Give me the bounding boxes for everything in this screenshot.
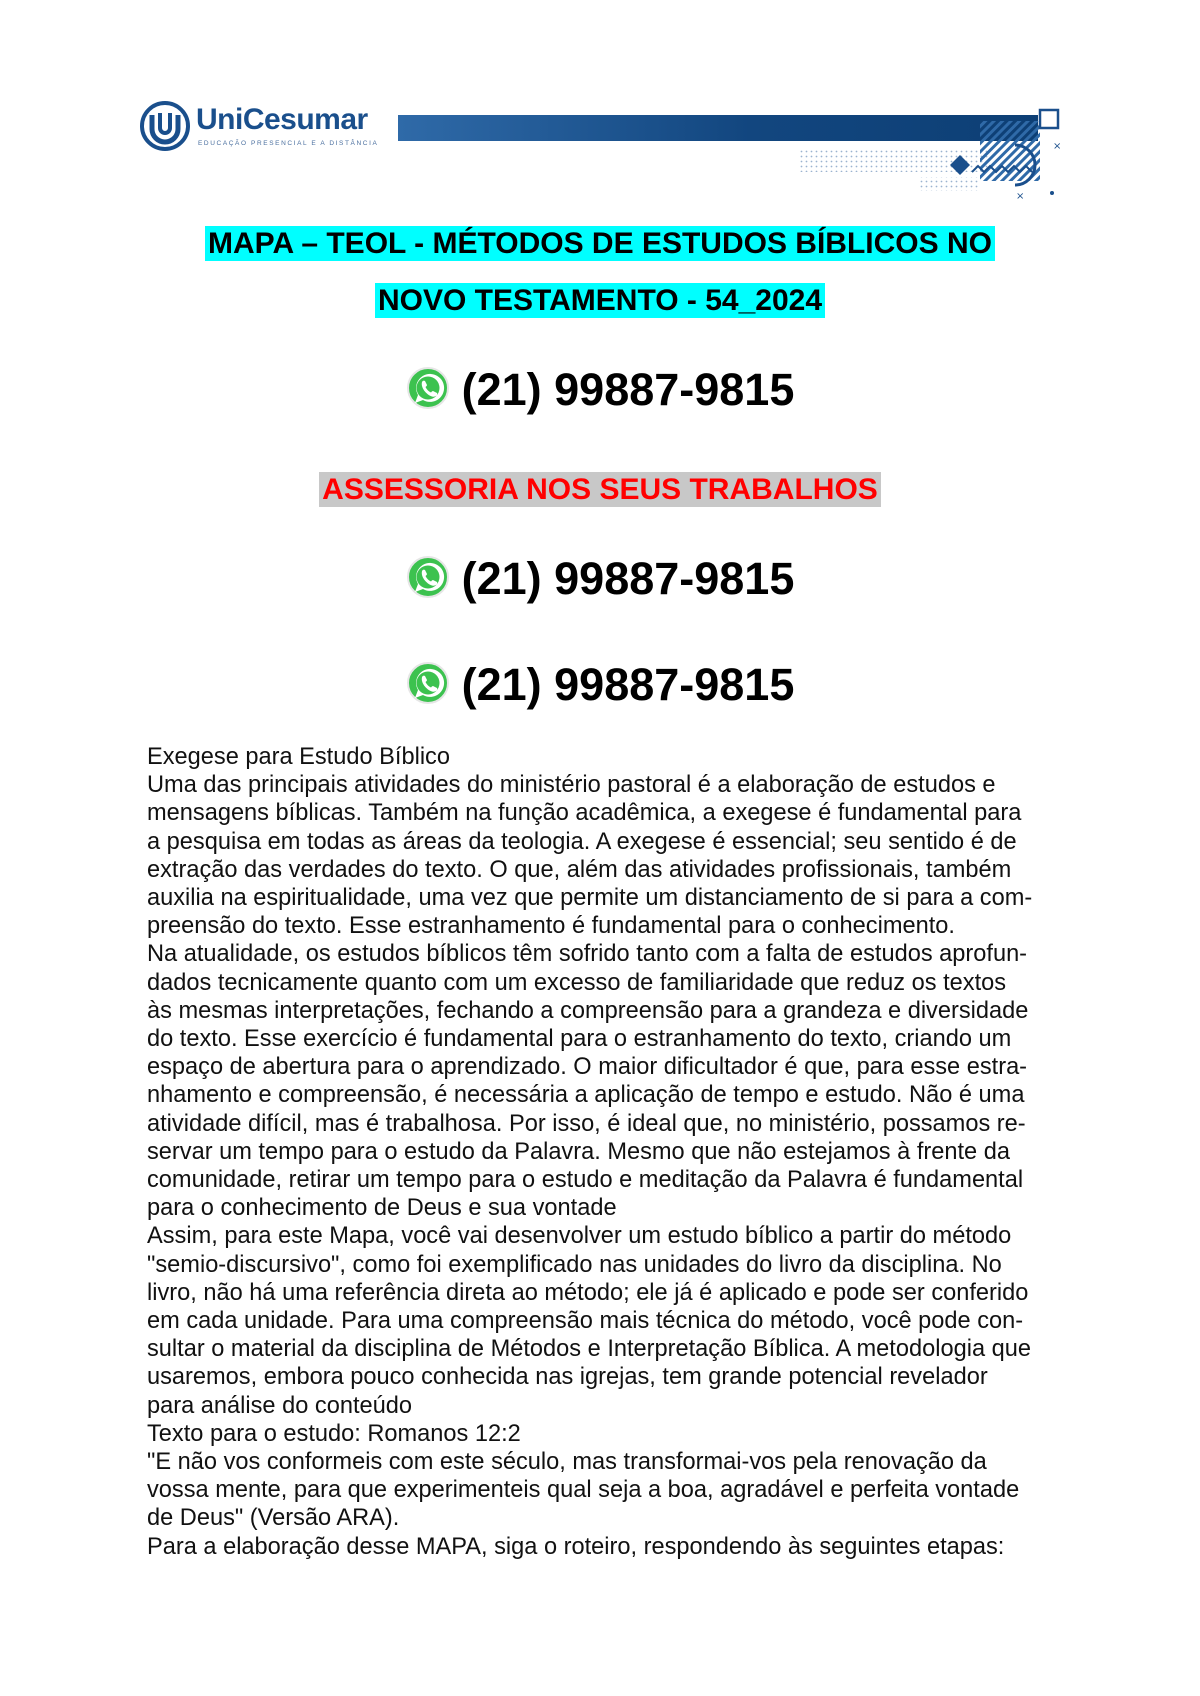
title-highlight-2: NOVO TESTAMENTO - 54_2024 — [375, 283, 825, 318]
body-line: mensagens bíblicas. Também na função acadêmica, a exegese é fundamental para — [147, 800, 1022, 827]
body-line: para análise do conteúdo — [147, 1392, 412, 1419]
body-line: em cada unidade. Para uma compreensão mais técnica do método, você pode con- — [147, 1308, 1024, 1335]
body-line: vossa mente, para que experimenteis qual seja a boa, agradável e perfeita vontade — [147, 1477, 1020, 1504]
phone-number-2: (21) 99887-9815 — [461, 553, 795, 604]
body-line: "semio-discursivo", como foi exemplificado nas unidades do livro da disciplina. No — [147, 1251, 1002, 1278]
whatsapp-icon — [406, 555, 450, 599]
advisory-heading — [0, 473, 1200, 507]
body-line: Para a elaboração desse MAPA, siga o roteiro, respondendo às seguintes etapas: — [147, 1533, 1005, 1560]
body-line: Texto para o estudo: Romanos 12:2 — [147, 1420, 521, 1447]
body-line: preensão do texto. Esse estranhamento é fundamental para o conhecimento. — [147, 913, 955, 940]
whatsapp-icon — [406, 661, 450, 705]
phone-number-1: (21) 99887-9815 — [461, 364, 795, 415]
document-title-line-2 — [0, 284, 1200, 318]
unicesumar-logo — [140, 101, 380, 153]
body-line: auxilia na espiritualidade, uma vez que permite um distanciamento de si para a com- — [147, 885, 1033, 912]
svg-text:×: × — [1016, 191, 1025, 202]
unicesumar-logo-icon — [140, 101, 190, 151]
body-line: servar um tempo para o estudo da Palavra. Mesmo que não estejamos à frente da — [147, 1138, 1010, 1165]
body-line: às mesmas interpretações, fechando a compreensão para a grandeza e diversidade — [147, 997, 1029, 1024]
body-line: espaço de abertura para o aprendizado. O maior dificultador é que, para esse estra- — [147, 1054, 1028, 1081]
body-line: livro, não há uma referência direta ao método; ele já é aplicado e pode ser conferido — [147, 1279, 1029, 1306]
title-highlight-1: MAPA – TEOL - MÉTODOS DE ESTUDOS BÍBLICOS NO — [205, 226, 995, 261]
advisory-text: ASSESSORIA NOS SEUS TRABALHOS — [319, 472, 881, 507]
body-line: de Deus" (Versão ARA). — [147, 1505, 400, 1532]
logo-tagline: EDUCAÇÃO PRESENCIAL E A DISTÂNCIA — [198, 140, 379, 147]
body-line: Uma das principais atividades do ministério pastoral é a elaboração de estudos e — [147, 772, 996, 799]
body-line: Assim, para este Mapa, você vai desenvolver um estudo bíblico a partir do método — [147, 1223, 1012, 1250]
whatsapp-icon — [406, 366, 450, 410]
body-line: do texto. Esse exercício é fundamental para o estranhamento do texto, criando um — [147, 1026, 1012, 1053]
logo-name: UniCesumar — [196, 103, 368, 136]
body-line: dados tecnicamente quanto com um excesso de familiaridade que reduz os textos — [147, 969, 1007, 996]
body-line: a pesquisa em todas as áreas da teologia. A exegese é essencial; seu sentido é de — [147, 828, 1017, 855]
phone-row-3 — [0, 659, 1200, 711]
page-header — [140, 95, 1070, 205]
header-decoration-graphic — [660, 105, 1070, 205]
svg-text:×: × — [1053, 141, 1062, 152]
phone-row-2 — [0, 553, 1200, 605]
document-title-line-1 — [0, 227, 1200, 261]
body-line: comunidade, retirar um tempo para o estudo e meditação da Palavra é fundamental — [147, 1167, 1024, 1194]
body-line: atividade difícil, mas é trabalhosa. Por isso, é ideal que, no ministério, possamos re- — [147, 1110, 1026, 1137]
body-line: extração das verdades do texto. O que, além das atividades profissionais, também — [147, 856, 1012, 883]
body-line: Exegese para Estudo Bíblico — [147, 744, 450, 770]
body-text — [147, 743, 1067, 1561]
body-line: sultar o material da disciplina de Métodos e Interpretação Bíblica. A metodologia que — [147, 1336, 1031, 1363]
body-line: Na atualidade, os estudos bíblicos têm sofrido tanto com a falta de estudos aprofun- — [147, 941, 1028, 968]
body-line: para o conhecimento de Deus e sua vontade — [147, 1195, 617, 1222]
body-line: usaremos, embora pouco conhecida nas igrejas, tem grande potencial revelador — [147, 1364, 988, 1391]
body-line: "E não vos conformeis com este século, mas transformai-vos pela renovação da — [147, 1449, 987, 1476]
phone-row-1 — [0, 364, 1200, 416]
phone-number-3: (21) 99887-9815 — [461, 659, 795, 710]
body-line: nhamento e compreensão, é necessária a aplicação de tempo e estudo. Não é uma — [147, 1082, 1025, 1109]
